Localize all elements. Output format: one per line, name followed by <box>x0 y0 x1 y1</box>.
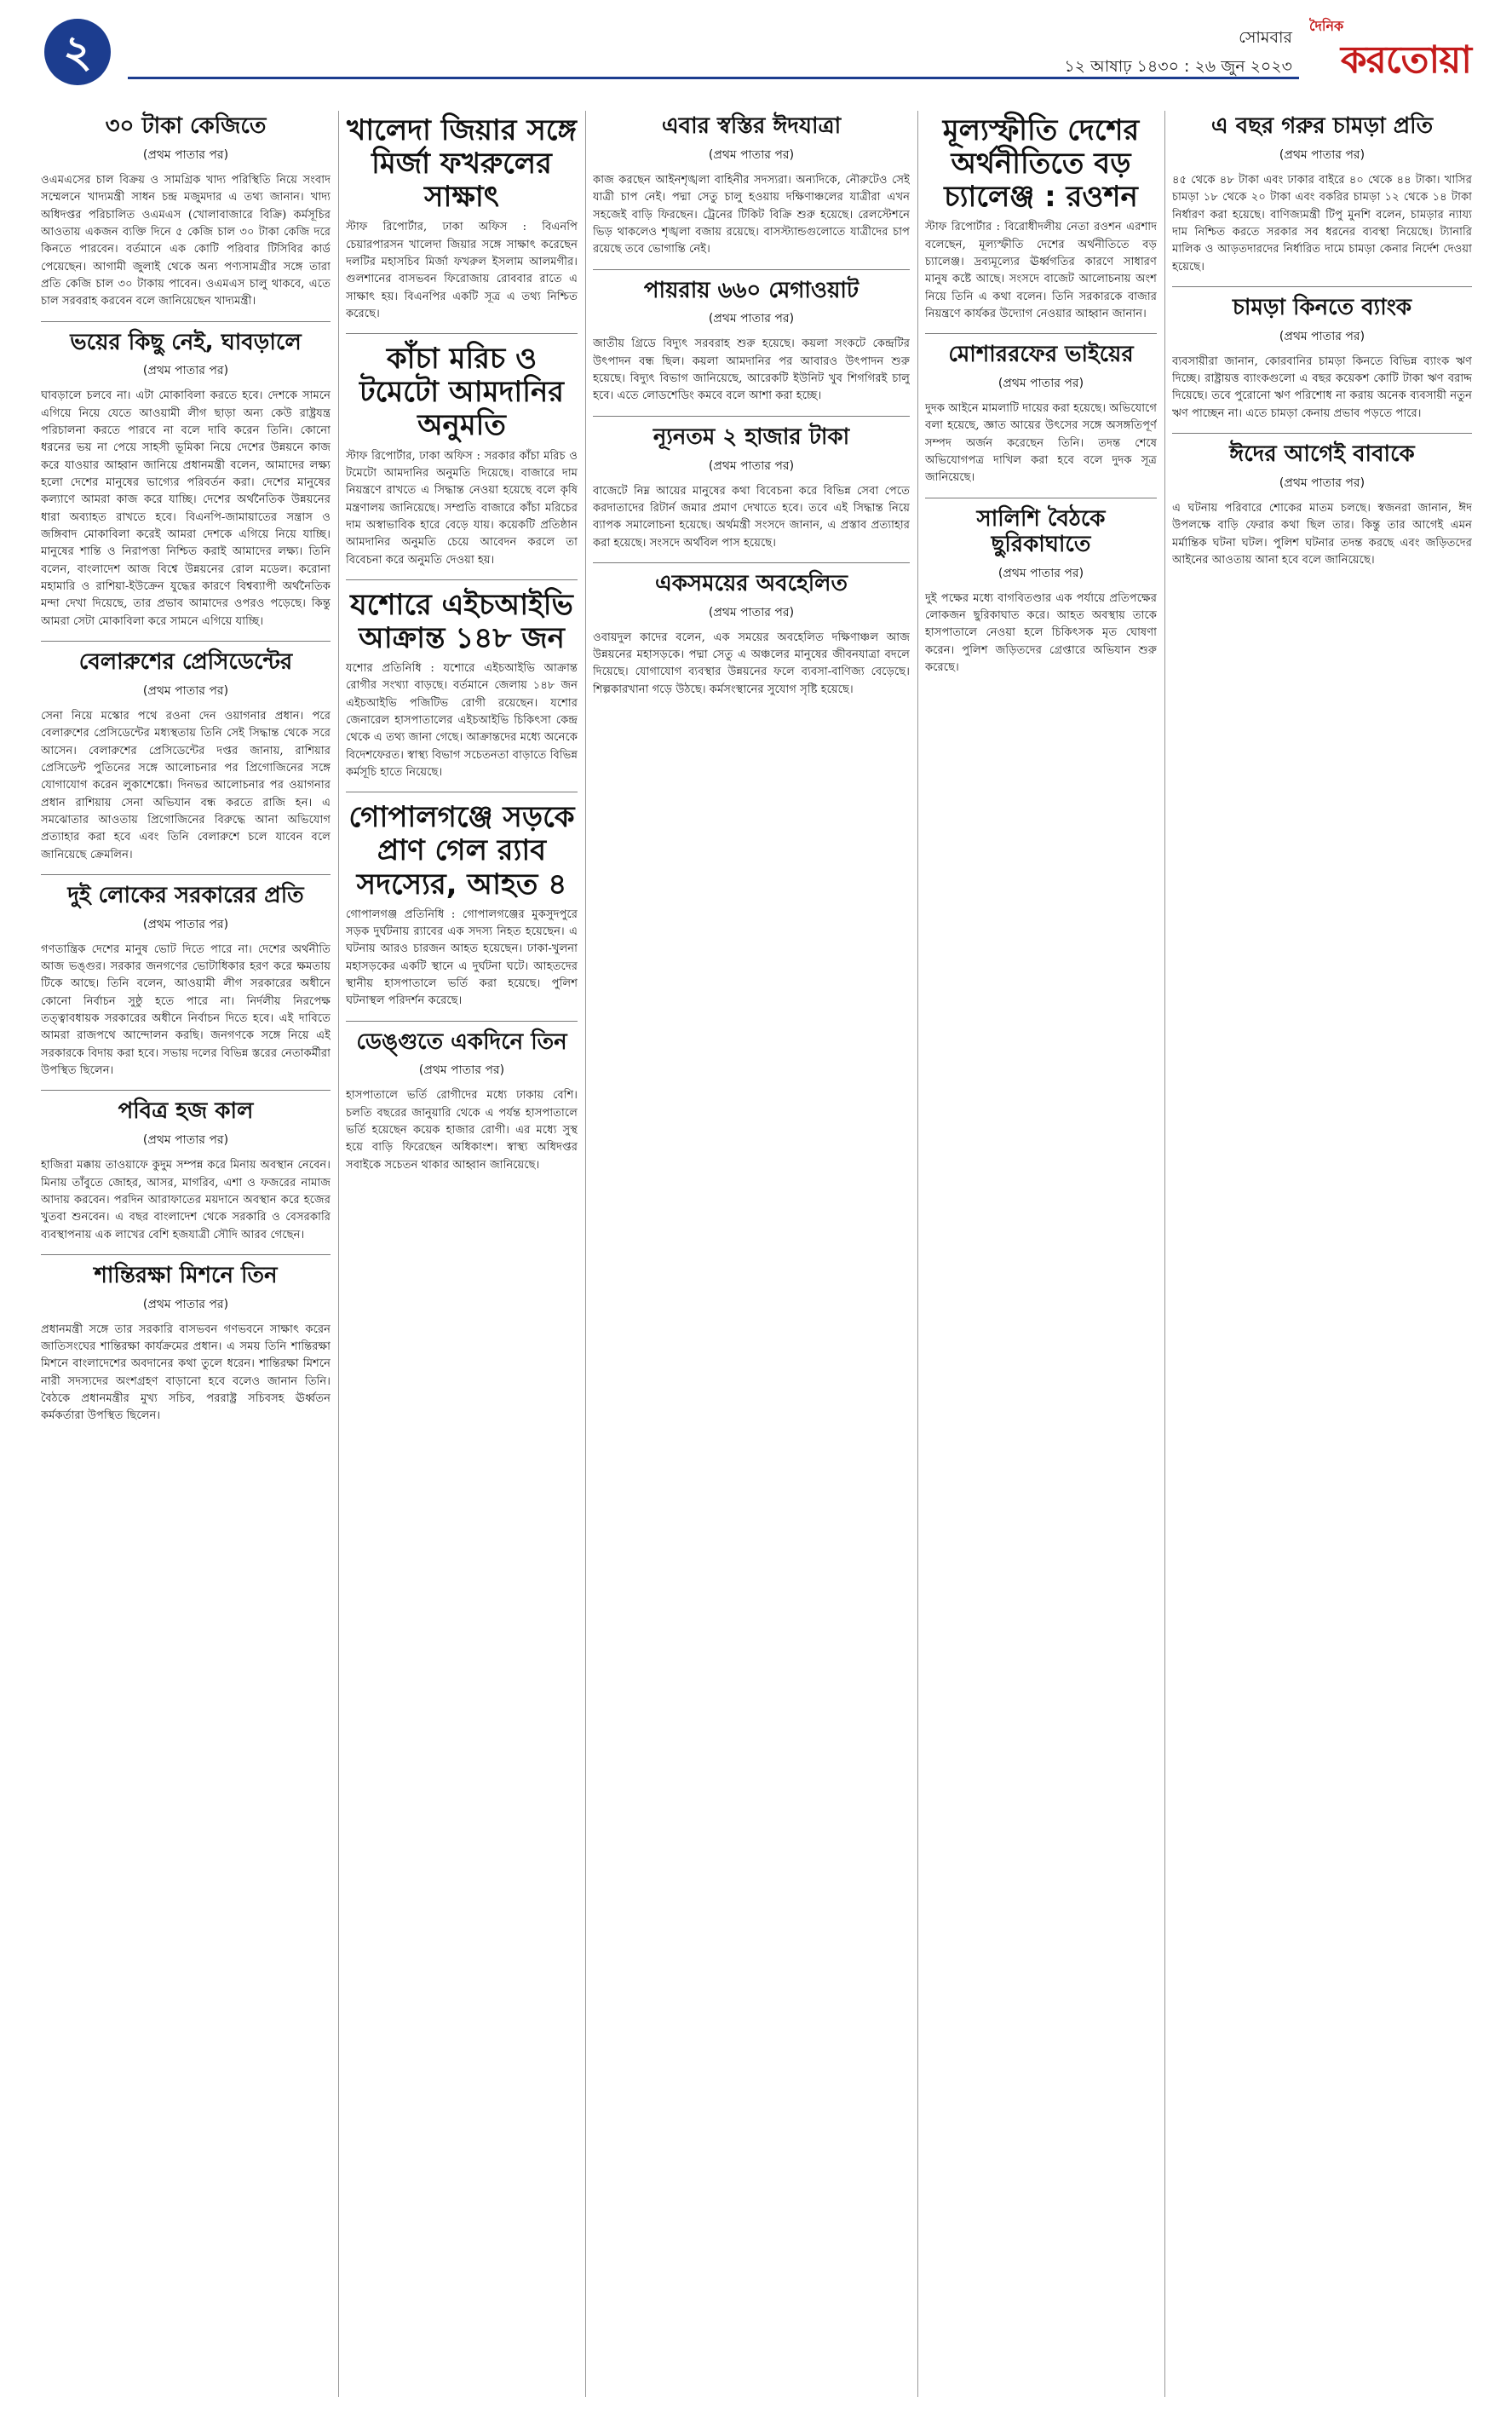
article-body: ৪৫ থেকে ৪৮ টাকা এবং ঢাকার বাইরে ৪০ থেকে ৪৪ টাকা। খাসির চামড়া ১৮ থেকে ২০ টাকা এবং বকরির চামড়া ১২ থেকে ১৪ টাকা নির্ধারণ করা হয়েছে। বাণিজ্যমন্ত্রী টিপু মুনশি বলেন, চামড়ার ন্যায্য দাম নিশ্চিত করতে সরকার সব ধরনের ব্যবস্থা নিয়েছে। ট্যানারি মালিক ও আড়তদারদের নির্ধারিত দামে চামড়া কেনার নির্দেশ দেওয়া হয়েছে। <box>1172 173 1472 274</box>
article <box>346 801 578 1010</box>
article-divider <box>593 269 910 270</box>
article <box>925 114 1157 323</box>
column-2 <box>346 111 578 2405</box>
continued-from: (প্রথম পাতার পর) <box>997 377 1084 391</box>
column-3 <box>593 111 910 2405</box>
article-body: ঘাবড়ালে চলবে না। এটা মোকাবিলা করতে হবে। দেশকে সামনে এগিয়ে নিয়ে যেতে আওয়ামী লীগ ছাড়া অন্য কেউ রাষ্ট্রযন্ত্র পরিচালনা করতে পারবে না বলে দাবি করেন তিনি। কোনো ধরনের ভয় না পেয়ে সাহসী ভূমিকা নিয়ে দেশের উন্নয়নে কাজ করে যাওয়ার আহ্বান জানিয়ে প্রধানমন্ত্রী বলেন, আমাদের লক্ষ্য হলো দেশের মানুষের ভাগ্যের পরিবর্তন করা। দেশের মানুষের কল্যাণে আমরা কাজ করে যাচ্ছি। দেশের অর্থনৈতিক উন্নয়নের ধারা অব্যাহত রাখতে হবে। বিএনপি-জামায়াতের সন্ত্রাস ও জঙ্গিবাদ মোকাবিলা করেই আমরা দেশকে এগিয়ে নিয়ে যাচ্ছি। মানুষের শান্তি ও নিরাপত্তা নিশ্চিত করাই আমাদের লক্ষ্য। তিনি বলেন, বাংলাদেশ আজ বিশ্বে উন্নয়নের রোল মডেল। করোনা মহামারি ও রাশিয়া-ইউক্রেন যুদ্ধের কারণে বিশ্বব্যাপী অর্থনৈতিক মন্দা দেখা দিয়েছে, তার প্রভাব আমাদের ওপরও পড়েছে। কিন্তু আমরা সেটা মোকাবিলা করে সামনে এগিয়ে যাচ্ছি। <box>41 389 331 628</box>
article <box>346 343 578 569</box>
article <box>1172 114 1472 276</box>
article-headline: পবিত্র হজ কাল <box>118 1098 254 1125</box>
article-body: প্রধানমন্ত্রী সঙ্গে তার সরকারি বাসভবন গণভবনে সাক্ষাৎ করেন জাতিসংঘের শান্তিরক্ষা কার্যক্রমের প্রধান। এ সময় তিনি শান্তিরক্ষা মিশনে বাংলাদেশের অবদানের কথা তুলে ধরেন। শান্তিরক্ষা মিশনে নারী সদস্যদের অংশগ্রহণ বাড়ানো হবে বলেও জানান তিনি। বৈঠকে প্রধানমন্ত্রীর মুখ্য সচিব, পররাষ্ট্র সচিবসহ ঊর্ধ্বতন কর্মকর্তারা উপস্থিত ছিলেন। <box>41 1322 331 1423</box>
article-body: এ ঘটনায় পরিবারে শোকের মাতম চলছে। স্বজনরা জানান, ঈদ উপলক্ষে বাড়ি ফেরার কথা ছিল তার। কিন্তু তার আগেই এমন মর্মান্তিক ঘটনা ঘটল। পুলিশ ঘটনার তদন্ত করছে এবং জড়িতদের আইনের আওতায় আনা হবে বলে জানিয়েছে। <box>1172 501 1472 567</box>
article-divider <box>41 641 331 642</box>
continued-from: (প্রথম পাতার পর) <box>142 364 229 378</box>
article-headline: চামড়া কিনতে ব্যাংক <box>1232 294 1412 320</box>
article-body: স্টাফ রিপোর্টার, ঢাকা অফিস : সরকার কাঁচা মরিচ ও টমেটো আমদানির অনুমতি দিয়েছে। বাজারে দাম নিয়ন্ত্রণে রাখতে এ সিদ্ধান্ত নেওয়া হয়েছে বলে কৃষি মন্ত্রণালয় জানিয়েছে। সম্প্রতি বাজারে কাঁচা মরিচের দাম অস্বাভাবিক হারে বেড়ে যায়। কয়েকটি প্রতিষ্ঠান আমদানির অনুমতি চেয়ে আবেদন করলে তা বিবেচনা করে অনুমতি দেওয়া হয়। <box>346 449 578 567</box>
article-body: ব্যবসায়ীরা জানান, কোরবানির চামড়া কিনতে বিভিন্ন ব্যাংক ঋণ দিচ্ছে। রাষ্ট্রায়ত্ত ব্যাংকগুলো এ বছর কয়েকশ কোটি টাকা ঋণ বরাদ্দ দিয়েছে। তবে পুরোনো ঋণ পরিশোধ না করায় অনেক ব্যবসায়ী নতুন ঋণ পাচ্ছেন না। এতে চামড়া কেনায় প্রভাব পড়তে পারে। <box>1172 354 1472 420</box>
article <box>346 589 578 781</box>
column-divider <box>585 111 586 2397</box>
article-divider <box>41 321 331 322</box>
article-headline: যশোরে এইচআইভি আক্রান্ত ১৪৮ জন <box>350 587 573 655</box>
page-header <box>0 0 1512 94</box>
article-body: বাজেটে নিম্ন আয়ের মানুষের কথা বিবেচনা করে বিভিন্ন সেবা পেতে করদাতাদের রিটার্ন জমার প্রমাণ দেখাতে হবে। তবে এই সিদ্ধান্ত নিয়ে ব্যাপক সমালোচনা হয়েছে। অর্থমন্ত্রী সংসদে জানান, এ প্রস্তাব প্রত্যাহার করা হয়েছে। সংসদে অর্থবিল পাস হয়েছে। <box>593 484 910 550</box>
article-divider <box>346 1021 578 1022</box>
article-headline: গোপালগঞ্জে সড়কে প্রাণ গেল র‍্যাব সদস্যের, আহত ৪ <box>348 800 575 902</box>
article-headline: সালিশি বৈঠকে ছুরিকাঘাতে <box>976 505 1106 557</box>
article-headline: বেলারুশের প্রেসিডেন্টের <box>78 649 293 675</box>
article-body: দুই পক্ষের মধ্যে বাগবিতণ্ডার এক পর্যায়ে প্রতিপক্ষের লোকজন ছুরিকাঘাত করে। আহত অবস্থায় তাকে হাসপাতালে নেওয়া হলে চিকিৎসক মৃত ঘোষণা করেন। পুলিশ জড়িতদের গ্রেপ্তারে অভিযান শুরু করেছে। <box>925 591 1157 674</box>
column-4 <box>925 111 1157 2405</box>
article-headline: এবার স্বস্তির ঈদযাত্রা <box>661 113 842 139</box>
article <box>593 572 910 699</box>
continued-from: (প্রথম পাতার পর) <box>1279 475 1365 490</box>
continued-from: (প্রথম পাতার পর) <box>708 147 795 162</box>
article-divider <box>593 416 910 417</box>
article-divider <box>346 579 578 580</box>
article-body: যশোর প্রতিনিধি : যশোরে এইচআইভি আক্রান্ত রোগীর সংখ্যা বাড়ছে। বর্তমানে জেলায় ১৪৮ জন এইচআইভি পজিটিভ রোগী রয়েছেন। যশোর জেনারেল হাসপাতালের এইচআইভি চিকিৎসা কেন্দ্র থেকে এ তথ্য জানা গেছে। আক্রান্তদের মধ্যে অনেকে বিদেশফেরত। স্বাস্থ্য বিভাগ সচেতনতা বাড়াতে বিভিন্ন কর্মসূচি হাতে নিয়েছে। <box>346 662 578 779</box>
article-body: ওএমএসের চাল বিক্রয় ও সামগ্রিক খাদ্য পরিস্থিতি নিয়ে সংবাদ সম্মেলনে খাদ্যমন্ত্রী সাধন চন্দ্র মজুমদার এ তথ্য জানান। খাদ্য অধিদপ্তর পরিচালিত ওএমএস (খোলাবাজারে বিক্রি) কর্মসূচির আওতায় একজন ব্যক্তি দিনে ৫ কেজি চাল ৩০ টাকা কেজি দরে কিনতে পারবেন। বর্তমানে এক কোটি পরিবার টিসিবির কার্ড পেয়েছেন। আগামী জুলাই থেকে অন্য পণ্যসামগ্রীর সঙ্গে তারা প্রতি কেজি চাল ৩০ টাকায় পাবেন। ওএমএস চালু থাকবে, এতে চাল সরবরাহ করবেন বলে জানিয়েছেন খাদ্যমন্ত্রী। <box>41 173 331 308</box>
continued-from: (প্রথম পাতার পর) <box>142 147 229 162</box>
article <box>41 114 331 311</box>
article-body: হাসপাতালে ভর্তি রোগীদের মধ্যে ঢাকায় বেশি। চলতি বছরের জানুয়ারি থেকে এ পর্যন্ত হাসপাতালে ভর্তি হয়েছেন কয়েক হাজার রোগী। এর মধ্যে সুস্থ হয়ে বাড়ি ফিরেছেন অধিকাংশ। স্বাস্থ্য অধিদপ্তর সবাইকে সচেতন থাকার আহ্বান জানিয়েছে। <box>346 1089 578 1172</box>
article-headline: এ বছর গরুর চামড়া প্রতি <box>1210 113 1434 139</box>
column-divider <box>917 111 918 2397</box>
article <box>593 114 910 259</box>
continued-from: (প্রথম পাতার পর) <box>1279 329 1365 343</box>
column-5 <box>1172 111 1472 2405</box>
article-body: গণতান্ত্রিক দেশের মানুষ ভোট দিতে পারে না। দেশের অর্থনীতি আজ ভঙ্গুর। সরকার জনগণের ভোটাধিকার হরণ করে ক্ষমতায় টিকে আছে। তিনি বলেন, আওয়ামী লীগ সরকারের অধীনে কোনো নির্বাচন সুষ্ঠু হতে পারে না। নির্দলীয় নিরপেক্ষ তত্ত্বাবধায়ক সরকারের অধীনে নির্বাচন দিতে হবে। এই দাবিতে আমরা রাজপথে আন্দোলন করছি। জনগণকে সঙ্গে নিয়ে এই সরকারকে বিদায় করা হবে। সভায় দলের বিভিন্ন স্তরের নেতাকর্মীরা উপস্থিত ছিলেন। <box>41 942 331 1078</box>
article <box>41 1264 331 1426</box>
article <box>925 507 1157 677</box>
article <box>346 114 578 323</box>
article-body: গোপালগঞ্জ প্রতিনিধি : গোপালগঞ্জের মুকসুদপুরে সড়ক দুর্ঘটনায় র‍্যাবের এক সদস্য নিহত হয়েছেন। এ ঘটনায় আরও চারজন আহত হয়েছেন। ঢাকা-খুলনা মহাসড়কের একটি স্থানে এ দুর্ঘটনা ঘটে। আহতদের স্থানীয় হাসপাতালে ভর্তি করা হয়েছে। পুলিশ ঘটনাস্থল পরিদর্শন করেছে। <box>346 907 578 1008</box>
article-divider <box>593 562 910 563</box>
article-headline: শান্তিরক্ষা মিশনে তিন <box>94 1262 278 1288</box>
article-headline: দুই লোকের সরকারের প্রতি <box>67 882 304 908</box>
article <box>593 425 910 552</box>
article-headline: মোশাররফের ভাইয়ের <box>948 342 1134 368</box>
continued-from: (প্রথম পাতার পর) <box>142 917 229 931</box>
article-headline: ন্যূনতম ২ হাজার টাকা <box>653 423 850 450</box>
masthead-logo <box>1304 15 1471 84</box>
continued-from: (প্রথম পাতার পর) <box>708 458 795 473</box>
continued-from: (প্রথম পাতার পর) <box>1279 147 1365 162</box>
masthead-small: দৈনিক <box>1309 18 1344 34</box>
article-body: সেনা নিয়ে মস্কোর পথে রওনা দেন ওয়াগনার প্রধান। পরে বেলারুশের প্রেসিডেন্টের মধ্যস্থতায় তিনি সেই সিদ্ধান্ত থেকে সরে আসেন। বেলারুশের প্রেসিডেন্টের দপ্তর জানায়, রাশিয়ার প্রেসিডেন্ট পুতিনের সঙ্গে আলোচনার পর প্রিগোজিনের সঙ্গে যোগাযোগ করেন লুকাশেঙ্কো। দিনভর আলোচনার পর ওয়াগনার প্রধান রাশিয়ায় সেনা অভিযান বন্ধ করতে রাজি হন। এ সমঝোতার আওতায় প্রিগোজিনের বিরুদ্ধে আনা অভিযোগ প্রত্যাহার করা হবে এবং তিনি বেলারুশে চলে যাবেন বলে জানিয়েছে ক্রেমলিন। <box>41 709 331 861</box>
article <box>1172 442 1472 569</box>
article-headline: কাঁচা মরিচ ও টমেটো আমদানির অনুমতি <box>359 342 564 443</box>
header-day: সোমবার <box>1239 28 1292 47</box>
article <box>1172 296 1472 423</box>
masthead-title: করতোয়া <box>1340 38 1471 82</box>
article-divider <box>1172 286 1472 287</box>
column-1 <box>41 111 331 2405</box>
article-body: হাজিরা মক্কায় তাওয়াফে কুদুম সম্পন্ন করে মিনায় অবস্থান নেবেন। মিনায় তাঁবুতে জোহর, আসর, মাগরিব, এশা ও ফজরের নামাজ আদায় করবেন। পরদিন আরাফাতের ময়দানে অবস্থান করে হজের খুতবা শুনবেন। এ বছর বাংলাদেশ থেকে সরকারি ও বেসরকারি ব্যবস্থাপনায় এক লাখের বেশি হজযাত্রী সৌদি আরব গেছেন। <box>41 1159 331 1241</box>
continued-from: (প্রথম পাতার পর) <box>418 1063 505 1078</box>
article-body: স্টাফ রিপোর্টার : বিরোধীদলীয় নেতা রওশন এরশাদ বলেছেন, মূল্যস্ফীতি দেশের অর্থনীতিতে বড় চ্যালেঞ্জ। দ্রব্যমূল্যের ঊর্ধ্বগতির কারণে সাধারণ মানুষ কষ্টে আছে। সংসদে বাজেট আলোচনায় অংশ নিয়ে তিনি এ কথা বলেন। তিনি সরকারকে বাজার নিয়ন্ত্রণে কার্যকর উদ্যোগ নেওয়ার আহ্বান জানান। <box>925 221 1157 320</box>
article-divider <box>41 1090 331 1091</box>
column-divider <box>338 111 339 2397</box>
article-divider <box>346 333 578 334</box>
article <box>593 279 910 406</box>
article <box>925 343 1157 487</box>
article <box>346 1030 578 1175</box>
article-body: স্টাফ রিপোর্টার, ঢাকা অফিস : বিএনপি চেয়ারপারসন খালেদা জিয়ার সঙ্গে সাক্ষাৎ করেছেন দলটির মহাসচিব মির্জা ফখরুল ইসলাম আলমগীর। গুলশানের বাসভবন ফিরোজায় রোববার রাতে এ সাক্ষাৎ হয়। বিএনপির একটি সূত্র এ তথ্য নিশ্চিত করেছে। <box>346 221 578 320</box>
article-body: দুদক আইনে মামলাটি দায়ের করা হয়েছে। অভিযোগে বলা হয়েছে, জ্ঞাত আয়ের উৎসের সঙ্গে অসঙ্গতিপূর্ণ সম্পদ অর্জন করেছেন তিনি। তদন্ত শেষে অভিযোগপত্র দাখিল করা হবে বলে দুদক সূত্র জানিয়েছে। <box>925 402 1157 485</box>
article-divider <box>41 1254 331 1255</box>
continued-from: (প্রথম পাতার পর) <box>997 566 1084 580</box>
page-number-badge: ২ <box>44 19 111 85</box>
header-date: ১২ আষাঢ় ১৪৩০ : ২৬ জুন ২০২৩ <box>1064 57 1292 76</box>
column-divider <box>1164 111 1165 2397</box>
article-divider <box>1172 433 1472 434</box>
article <box>41 331 331 631</box>
continued-from: (প্রথম পাতার পর) <box>708 312 795 326</box>
continued-from: (প্রথম পাতার পর) <box>142 1133 229 1148</box>
article-headline: পায়রায় ৬৬০ মেগাওয়াট <box>643 277 859 303</box>
article-body: জাতীয় গ্রিডে বিদ্যুৎ সরবরাহ শুরু হয়েছে। কয়লা সংকটে কেন্দ্রটির উৎপাদন বন্ধ ছিল। কয়লা আমদানির পর আবারও উৎপাদন শুরু হয়েছে। বিদ্যুৎ বিভাগ জানিয়েছে, আরেকটি ইউনিট খুব শিগগিরই চালু হবে। এতে লোডশেডিং কমবে বলে আশা করা হচ্ছে। <box>593 337 910 403</box>
article-headline: ডেঙ্গুতে একদিনে তিন <box>356 1028 567 1055</box>
article-headline: খালেদা জিয়ার সঙ্গে মির্জা ফখরুলের সাক্ষাৎ <box>347 113 577 215</box>
article-headline: ঈদের আগেই বাবাকে <box>1229 441 1415 468</box>
article-headline: ৩০ টাকা কেজিতে <box>105 113 267 139</box>
article-divider <box>41 874 331 875</box>
article-body: কাজ করছেন আইনশৃঙ্খলা বাহিনীর সদস্যরা। অন্যদিকে, নৌরুটেও সেই যাত্রী চাপ নেই। পদ্মা সেতু চালু হওয়ায় দক্ষিণাঞ্চলের যাত্রীরা এখন সহজেই বাড়ি ফিরছেন। ট্রেনের টিকিট বিক্রি শুরু হয়েছে। রেলস্টেশনে ভিড় থাকলেও শৃঙ্খলা বজায় রয়েছে। বাসস্ট্যান্ডগুলোতে যাত্রীদের চাপ রয়েছে তবে ভোগান্তি নেই। <box>593 173 910 256</box>
continued-from: (প্রথম পাতার পর) <box>142 683 229 698</box>
article <box>41 884 331 1080</box>
article <box>41 650 331 864</box>
continued-from: (প্রথম পাতার পর) <box>142 1297 229 1311</box>
article-divider <box>925 333 1157 334</box>
article <box>41 1099 331 1244</box>
article-headline: ভয়ের কিছু নেই, ঘাবড়ালে <box>70 329 302 355</box>
continued-from: (প্রথম পাতার পর) <box>708 605 795 619</box>
article-headline: একসময়ের অবহেলিত <box>654 570 848 596</box>
article-body: ওবায়দুল কাদের বলেন, এক সময়ের অবহেলিত দক্ষিণাঞ্চল আজ উন্নয়নের মহাসড়কে। পদ্মা সেতু এ অঞ্চলের মানুষের জীবনযাত্রা বদলে দিয়েছে। যোগাযোগ ব্যবস্থার উন্নয়নের ফলে ব্যবসা-বাণিজ্য বেড়েছে। শিল্পকারখানা গড়ে উঠছে। কর্মসংস্থানের সুযোগ সৃষ্টি হয়েছে। <box>593 631 910 696</box>
article-headline: মূল্যস্ফীতি দেশের অর্থনীতিতে বড় চ্যালেঞ্জ : রওশন <box>942 113 1140 215</box>
